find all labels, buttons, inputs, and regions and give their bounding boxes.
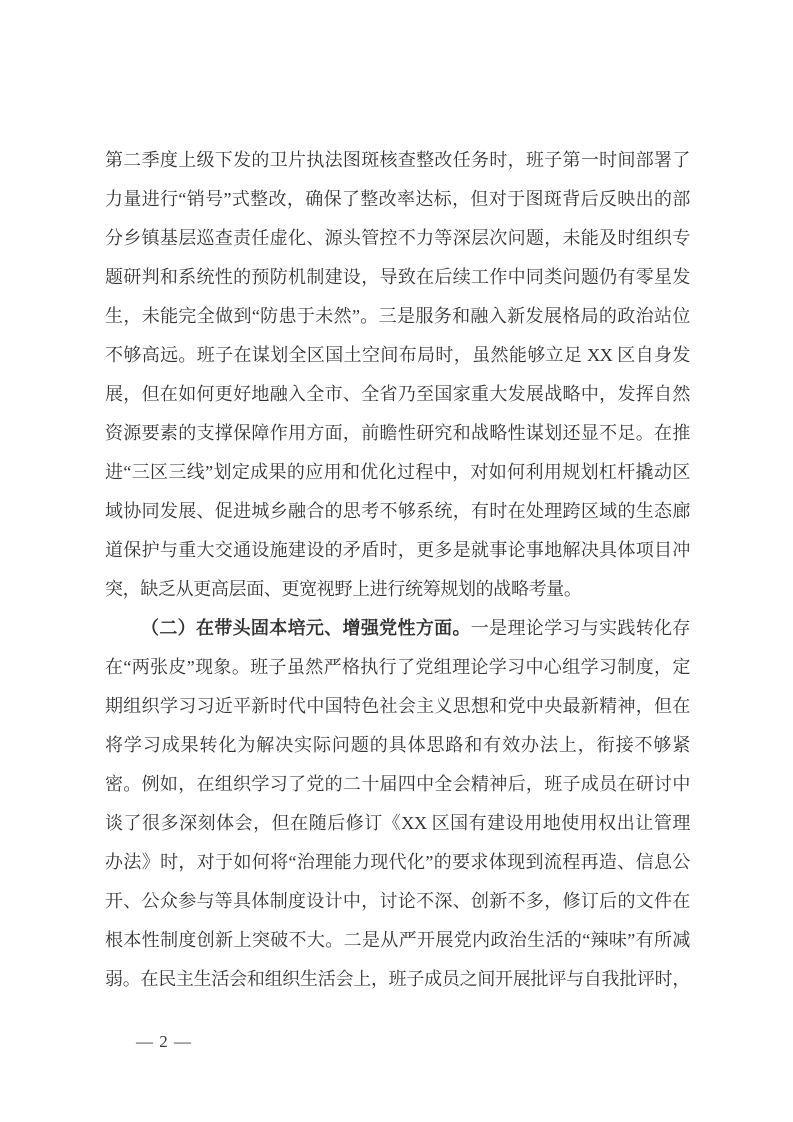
body-text-run: 力量进行“销号”式整改，确保了整改率达标，但对于图斑背后反映出的部 (105, 189, 690, 209)
text-line (105, 882, 690, 921)
text-line (105, 921, 690, 960)
text-line (105, 492, 690, 531)
text-line (105, 648, 690, 687)
body-text-run: 弱。在民主生活会和组织生活会上，班子成员之间开展批评与自我批评时， (105, 969, 690, 989)
text-line (105, 453, 690, 492)
body-text-run: 一是理论学习与实践转化存 (470, 618, 690, 638)
text-line (105, 180, 690, 219)
body-text-run: 期组织学习习近平新时代中国特色社会主义思想和党中央最新精神，但在 (105, 696, 690, 716)
page-number: — 2 — (136, 1032, 192, 1051)
text-line (105, 765, 690, 804)
text-line (105, 141, 690, 180)
body-text-run: 分乡镇基层巡查责任虚化、源头管控不力等深层次问题，未能及时组织专 (105, 228, 690, 248)
text-line (105, 219, 690, 258)
text-line (105, 960, 690, 999)
text-line (105, 804, 690, 843)
body-text-run: 谈了很多深刻体会，但在随后修订《XX 区国有建设用地使用权出让管理 (105, 813, 690, 833)
body-text-run: 突，缺乏从更高层面、更宽视野上进行统筹规划的战略考量。 (105, 579, 582, 599)
body-text-run: 道保护与重大交通设施建设的矛盾时，更多是就事论事地解决具体项目冲 (105, 540, 690, 560)
text-line (105, 414, 690, 453)
text-line (105, 726, 690, 765)
section-heading-text: （二）在带头固本培元、增强党性方面。 (141, 618, 471, 638)
body-text-run: 题研判和系统性的预防机制建设，导致在后续工作中同类问题仍有零星发 (105, 267, 690, 287)
body-text-run: 资源要素的支撑保障作用方面，前瞻性研究和战略性谋划还显不足。在推 (105, 423, 690, 443)
text-line (105, 258, 690, 297)
text-line (105, 843, 690, 882)
text-line (105, 609, 690, 648)
body-text-run: 开、公众参与等具体制度设计中，讨论不深、创新不多，修订后的文件在 (105, 891, 690, 911)
body-text-run: 生，未能完全做到“防患于未然”。三是服务和融入新发展格局的政治站位 (105, 306, 690, 326)
text-line (105, 531, 690, 570)
body-text-run: 根本性制度创新上突破不大。二是从严开展党内政治生活的“辣味”有所减 (105, 930, 690, 950)
body-text-run: 在“两张皮”现象。班子虽然严格执行了党组理论学习中心组学习制度，定 (105, 657, 690, 677)
text-line (105, 297, 690, 336)
text-line (105, 570, 690, 609)
text-line (105, 375, 690, 414)
body-text-run: 将学习成果转化为解决实际问题的具体思路和有效办法上，衔接不够紧 (105, 735, 690, 755)
body-text-run: 第二季度上级下发的卫片执法图斑核查整改任务时，班子第一时间部署了 (105, 150, 690, 170)
body-text-run: 办法》时，对于如何将“治理能力现代化”的要求体现到流程再造、信息公 (105, 852, 690, 872)
body-text-run: 密。例如，在组织学习了党的二十届四中全会精神后，班子成员在研讨中 (105, 774, 690, 794)
body-text-run: 展，但在如何更好地融入全市、全省乃至国家重大发展战略中，发挥自然 (105, 384, 690, 404)
text-line (105, 336, 690, 375)
body-text-run: 进“三区三线”划定成果的应用和优化过程中，对如何利用规划杠杆撬动区 (105, 462, 690, 482)
body-text-run: 域协同发展、促进城乡融合的思考不够系统，有时在处理跨区域的生态廊 (105, 501, 690, 521)
page-body-text (105, 141, 690, 999)
body-text-run: 不够高远。班子在谋划全区国土空间布局时，虽然能够立足 XX 区自身发 (105, 345, 690, 365)
text-line (105, 687, 690, 726)
